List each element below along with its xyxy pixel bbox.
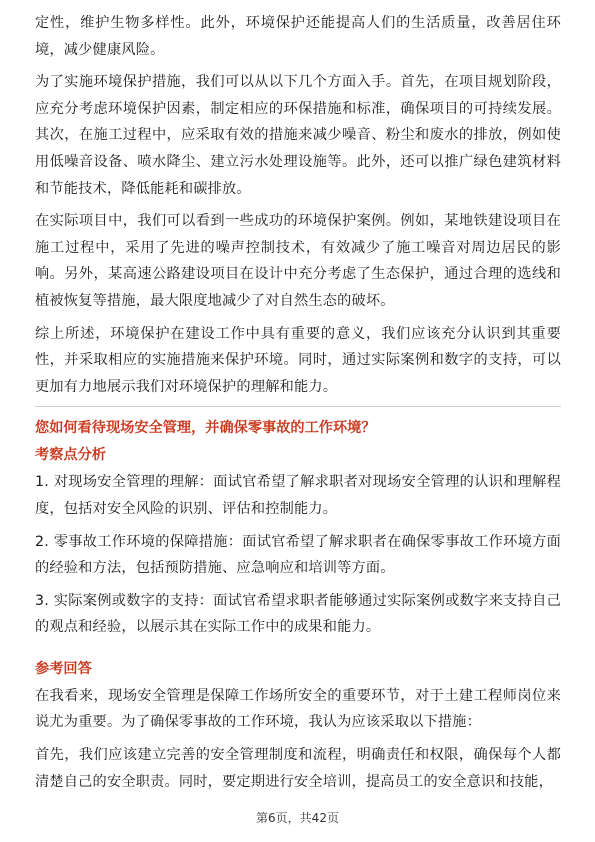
intro-paragraph: 综上所述，环境保护在建设工作中具有重要的意义，我们应该充分认识到其重要性，并采取相应的实施措施来保护环境。同时，通过实际案例和数字的支持，可以更加有力地展示我们对环境保护的理解和能力。 [35,325,561,395]
analysis-item: 2. 零事故工作环境的保障措施：面试官希望了解求职者在确保零事故工作环境方面的经验和方法，包括预防措施、应急响应和培训等方面。 [35,533,561,577]
analysis-item: 1. 对现场安全管理的理解：面试官希望了解求职者对现场安全管理的认识和理解程度，包括对安全风险的识别、评估和控制能力。 [35,474,561,517]
spacer [35,647,561,657]
intro-paragraph: 为了实施环境保护措施，我们可以从以下几个方面入手。首先，在项目规划阶段，应充分考虑环境保护因素，制定相应的环保措施和标准，确保项目的可持续发展。其次，在施工过程中，应采取有效的措施来减少噪音、粉尘和废水的排放，例如使用低噪音设备、喷水降尘、建立污水处理设施等。此外，还可以推广绿色建筑材料和节能技术，降低能耗和碳排放。 [35,74,561,197]
question-title: 您如何看待现场安全管理，并确保零事故的工作环境？ [35,420,376,437]
section-divider [35,406,561,407]
answer-paragraph: 首先，我们应该建立完善的安全管理制度和流程，明确责任和权限，确保每个人都清楚自己的安全职责。同时，要定期进行安全培训，提高员工的安全意识和技能， [35,747,561,790]
answer-paragraph: 在我看来，现场安全管理是保障工作场所安全的重要环节，对于土建工程师岗位来说尤为重要。为了确保零事故的工作环境，我认为应该采取以下措施： [35,687,561,731]
analysis-heading: 考察点分析 [35,447,106,464]
document-page [35,10,561,801]
page-number: 第6页，共42页 [256,811,339,825]
analysis-item: 3. 实际案例或数字的支持：面试官希望求职者能够通过实际案例或数字来支持自己的观点和经验，以展示其在实际工作中的成果和能力。 [35,592,561,636]
intro-paragraph: 定性，维护生物多样性。此外，环境保护还能提高人们的生活质量，改善居住环境，减少健康风险。 [35,15,561,58]
answer-heading: 参考回答 [35,660,92,677]
intro-paragraph: 在实际项目中，我们可以看到一些成功的环境保护案例。例如，某地铁建设项目在施工过程中，采用了先进的噪声控制技术，有效减少了施工噪音对周边居民的影响。另外，某高速公路建设项目在设计中充分考虑了生态保护，通过合理的选线和植被恢复等措施，最大限度地减少了对自然生态的破坏。 [35,213,561,309]
